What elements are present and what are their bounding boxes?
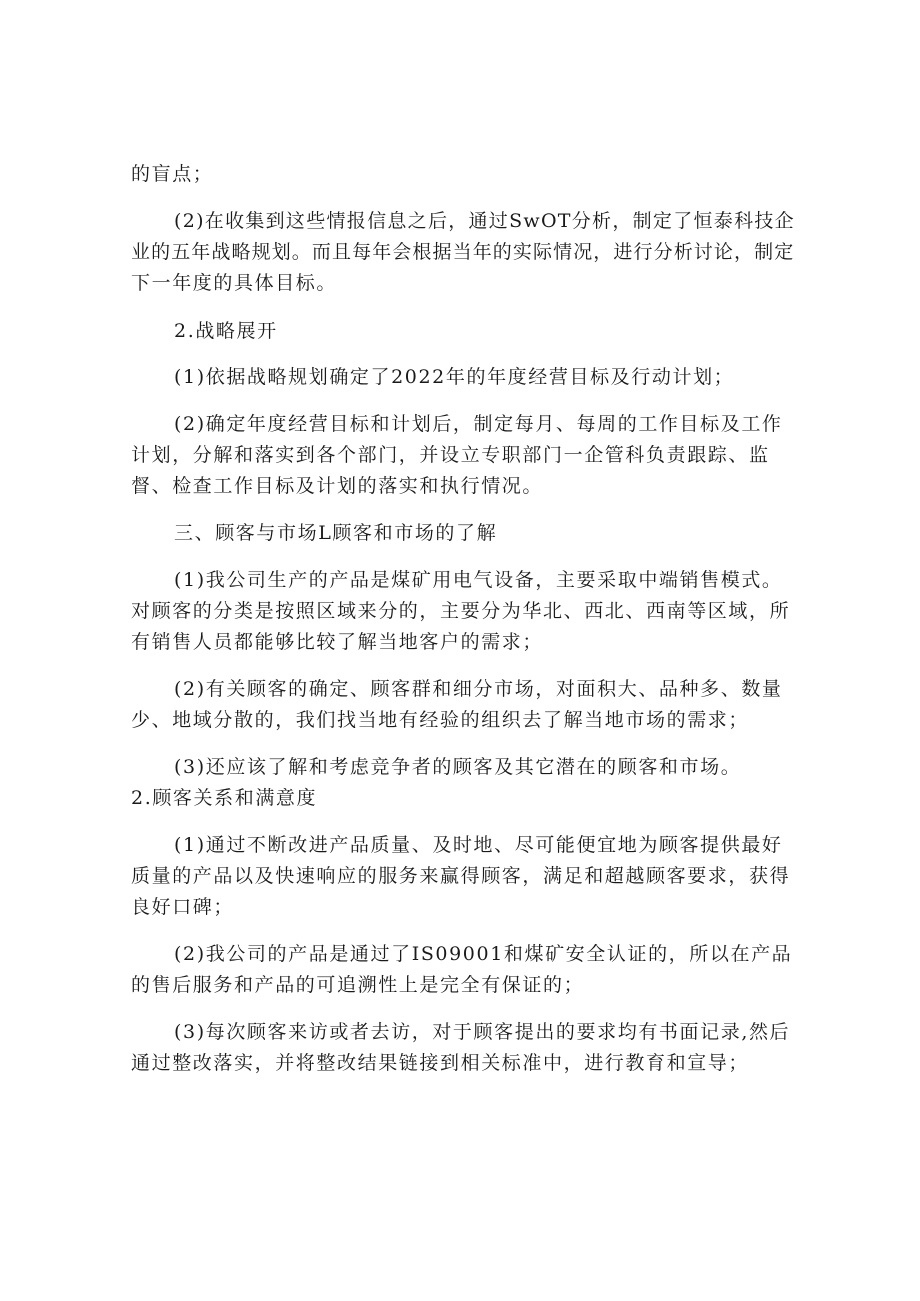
text-line-13: 有销售人员都能够比较了解当地客户的需求； [131,631,544,653]
section-heading-customer-market: 三、顾客与市场L顾客和市场的了解 [174,522,498,544]
text-line-07: (2)确定年度经营目标和计划后，制定每月、每周的工作目标及工作 [174,413,783,435]
text-line-04: 下一年度的具体目标。 [131,272,338,294]
text-line-02: (2)在收集到这些情报信息之后，通过SwOT分析，制定了恒泰科技企 [174,210,795,232]
section-heading-strategy-deployment: 2.战略展开 [174,320,278,342]
text-line-18: (1)通过不断改进产品质量、及时地、尽可能便宜地为顾客提供最好 [174,834,783,856]
text-line-19: 质量的产品以及快速响应的服务来赢得顾客，满足和超越顾客要求，获得 [131,865,791,887]
text-line-03: 业的五年战略规划。而且每年会根据当年的实际情况，进行分析讨论，制定 [131,241,795,263]
text-line-01: 的盲点； [131,163,214,185]
text-line-15: 少、地域分散的，我们找当地有经验的组织去了解当地市场的需求； [131,709,750,731]
text-line-22: 的售后服务和产品的可追溯性上是完全有保证的； [131,974,585,996]
text-line-06: (1)依据战略规划确定了2022年的年度经营目标及行动计划； [174,366,735,388]
text-line-14: (2)有关顾客的确定、顾客群和细分市场，对面积大、品种多、数量 [174,678,783,700]
text-line-21: (2)我公司的产品是通过了IS09001和煤矿安全认证的，所以在产品 [174,943,793,965]
text-line-16: (3)还应该了解和考虑竞争者的顾客及其它潜在的顾客和市场。 [174,756,742,778]
text-line-23: (3)每次顾客来访或者去访，对于顾客提出的要求均有书面记录,然后 [174,1021,791,1043]
text-line-09: 督、检查工作目标及计划的落实和执行情况。 [131,475,544,497]
text-line-12: 对顾客的分类是按照区域来分的，主要分为华北、西北、西南等区域，所 [131,600,791,622]
text-line-20: 良好口碑； [131,896,235,918]
text-line-11: (1)我公司生产的产品是煤矿用电气设备，主要采取中端销售模式。 [174,569,783,591]
text-line-08: 计划，分解和落实到各个部门，并设立专职部门一企管科负责跟踪、监 [131,444,770,466]
text-line-24: 通过整改落实，并将整改结果链接到相关标准中，进行教育和宣导； [131,1052,750,1074]
section-heading-customer-relations: 2.顾客关系和满意度 [131,787,318,809]
